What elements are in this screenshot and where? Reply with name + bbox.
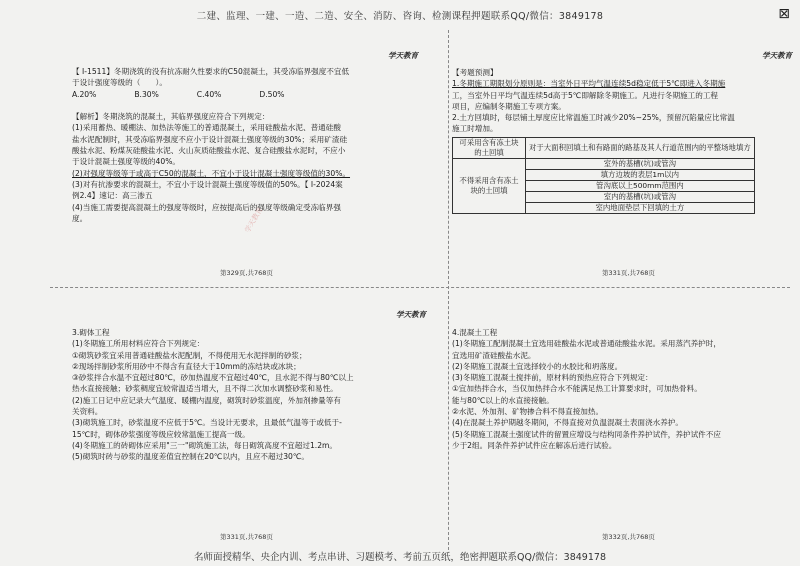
text-line: 酸盐水泥、粉煤灰硅酸盐水泥、火山灰质硅酸盐水泥、复合硅酸盐水泥时，不应小 (72, 146, 346, 156)
text-line: 项目，应编制冬期施工专项方案。 (452, 101, 566, 111)
text-line: 2.土方回填时，每层铺土厚度应比常温施工时减少20%~25%，预留沉陷量应比常温 (452, 113, 735, 123)
table-cell: 对于大面积回填土和有路面的路基及其人行道范围内的平整场地填方 (526, 137, 755, 158)
vertical-divider (448, 30, 449, 550)
row-header-allowed: 可采用含有冻土块的土回填 (453, 137, 526, 158)
table-cell: 室内的基槽(坑)或管沟 (526, 191, 755, 202)
text-line: (1)冬期施工配制混凝土宜选用硅酸盐水泥或普通硅酸盐水泥。采用蒸汽养护时， (452, 339, 721, 349)
brand-logo: 学天教育 (396, 310, 426, 319)
table-cell: 管沟底以上500mm范围内 (526, 180, 755, 191)
text-line: 例2.4】速记：高三渗五 (72, 191, 153, 201)
text-line: 热水直接接触；砂浆稠度宜较常温适当增大，且不得二次加水调整砂浆和易性。 (72, 384, 338, 394)
text-line: ②现场拌制砂浆所用砂中不得含有直径大于10mm的冻结块或冰块； (72, 361, 301, 371)
text-line: 工，当室外日平均气温连续5d高于5℃即解除冬期施工。凡进行冬期施工的工程 (452, 90, 719, 100)
text-line: 关资料。 (72, 407, 103, 417)
page-content (72, 327, 432, 463)
text-line: 能与80℃以上的水直接接触。 (452, 395, 554, 405)
watermark: 学天教育 (243, 205, 265, 235)
brand-logo: 学天教育 (762, 51, 792, 60)
text-line: (2)对强度等级等于或高于C50的混凝土，不宜小于设计混凝土强度等级值的30%。 (72, 168, 351, 178)
page-content (452, 327, 798, 451)
table-cell: 室外的基槽(坑)或管沟 (526, 158, 755, 169)
answer-options: A.20% B.30% C.40% D.50% (72, 89, 285, 99)
page-content (452, 67, 798, 214)
page-bottom-left (72, 307, 432, 547)
text-line: 【 Ⅰ-1511】冬期浇筑的没有抗冻耐久性要求的C50混凝土，其受冻临界强度不宜低 (72, 67, 350, 76)
brand-logo: 学天教育 (388, 51, 418, 60)
text-line: ①砌筑砂浆宜采用普通硅酸盐水泥配制，不得使用无水泥拌制的砂浆； (72, 350, 307, 360)
text-line: (3)对有抗渗要求的混凝土，不宜小于设计混凝土强度等级值的50%。【 Ⅰ-2024案 (72, 179, 343, 189)
text-line: (1)采用蓄热、暖棚法、加热法等施工的普通混凝土，采用硅酸盐水泥、普通硅酸 (72, 123, 341, 133)
text-line: 于设计混凝土强度等级的40%。 (72, 157, 181, 167)
page-number: 第329页,共768页 (220, 268, 273, 277)
page-top-right (452, 50, 798, 285)
text-line: 【解析】冬期浇筑的混凝土，其临界强度应符合下列规定： (72, 112, 270, 122)
section-heading: 4.混凝土工程 (452, 328, 498, 337)
backfill-table (452, 137, 755, 214)
text-line: 度。 (72, 213, 88, 223)
table-cell: 填方边坡的表层1m以内 (526, 169, 755, 180)
page-number: 第331页,共768页 (220, 532, 273, 541)
text-line: ①宜加热拌合水，当仅加热拌合水不能满足热工计算要求时，可加热骨料。 (452, 384, 702, 394)
text-line: 盐水泥配制时，其受冻临界强度不应小于设计混凝土强度等级的30%；采用矿渣硅 (72, 134, 348, 144)
table-cell: 室内地面垫层下回填的土方 (526, 202, 755, 213)
text-line: 宜选用矿渣硅酸盐水泥。 (452, 350, 536, 360)
text-line: (4)在混凝土养护期越冬期间，不得直接对负温混凝土表面浇水养护。 (452, 418, 683, 428)
spacer (72, 100, 422, 111)
text-line: (3)砌筑施工时，砂浆温度不应低于5℃。当设计无要求，且最低气温等于或低于- (72, 418, 342, 428)
section-heading: 3.砌体工程 (72, 328, 110, 337)
page-content (72, 66, 422, 224)
text-line: ③砂浆拌合水温不宜超过80℃，砂加热温度不宜超过40℃，且水泥不得与80℃以上 (72, 373, 354, 383)
page-bottom-right (452, 307, 798, 547)
text-line: (5)冬期施工混凝土强度试件的留置应增设与结构同条件养护试件，养护试件不应 (452, 429, 721, 439)
text-line: 于设计强度等级的（ ）。 (72, 78, 167, 88)
text-line: (2)冬期施工混凝土宜选择较小的水胶比和坍落度。 (452, 361, 623, 371)
text-line: 少于2组。同条件养护试件应在解冻后进行试验。 (452, 440, 617, 450)
page-top-left (72, 50, 422, 285)
corner-mark: ⊠ (778, 6, 790, 22)
text-line: 施工时增加。 (452, 124, 498, 134)
text-line: (5)砌筑时砖与砂浆的温度差值宜控制在20℃以内，且应不超过30℃。 (72, 452, 309, 462)
text-line: (4)当施工需要提高混凝土的强度等级时，应按提高后的强度等级确定受冻临界强 (72, 202, 341, 212)
top-banner: 二建、监理、一建、一造、二造、安全、消防、咨询、检测课程押题联系QQ/微信：3849178 (196, 11, 604, 22)
text-line: 15℃时，砌体砂浆强度等级应较常温施工提高一级。 (72, 429, 250, 439)
text-line: (3)冬期施工混凝土搅拌前，原材料的预热应符合下列规定： (452, 373, 653, 383)
page-number: 第331页,共768页 (602, 268, 655, 277)
text-line: ②水泥、外加剂、矿物掺合料不得直接加热。 (452, 407, 604, 417)
section-heading: 【考题预测】 (452, 68, 498, 77)
horizontal-divider (50, 287, 790, 288)
text-line: 1.冬期施工期限划分原则是：当室外日平均气温连续5d稳定低于5℃即进入冬期施 (452, 79, 726, 89)
text-line: (2)施工日记中应记录大气温度、暖棚内温度，砌筑时砂浆温度，外加剂掺量等有 (72, 395, 341, 405)
text-line: (1)冬期施工所用材料应符合下列规定： (72, 339, 205, 349)
row-header-forbidden: 不得采用含有冻土块的土回填 (453, 158, 526, 213)
page-number: 第332页,共768页 (602, 532, 655, 541)
text-line: (4)冬期施工的砖砌体应采用"三一"砌筑施工法，每日砌筑高度不宜超过1.2m。 (72, 440, 338, 450)
bottom-banner: 名师面授精华、央企内训、考点串讲、习题模考、考前五页纸，绝密押题联系QQ/微信：3849178 (194, 552, 606, 563)
